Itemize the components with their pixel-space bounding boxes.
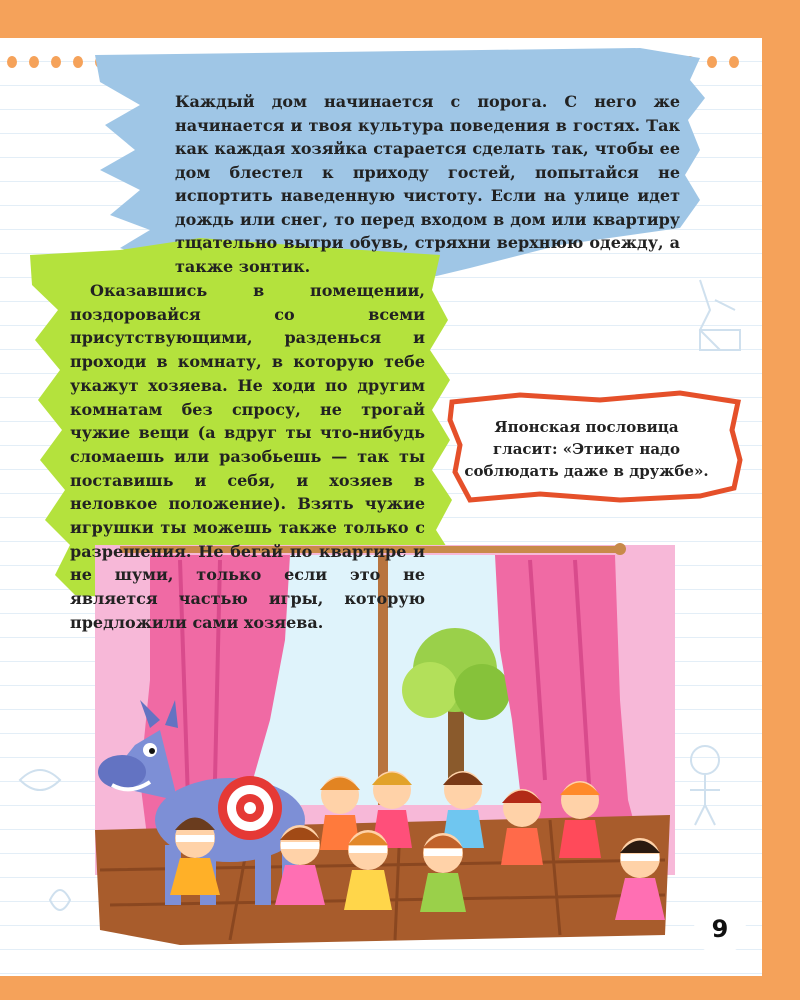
proverb-text: Японская пословица гласит: «Этикет надо соблюдать даже в дружбе».	[464, 418, 709, 480]
intro-paragraph: Каждый дом начинается с порога. С него же начинается и твоя культура поведения в гостях. Так как каждая хозяйка старается сделать так, чтобы ее дом блестел к приходу гостей, попытайся не испортить наведенную чистоту. Если на улице идет дождь или снег, то перед входом в дом или квартиру тщательно вытри обувь, стряхни верхнюю одежду, а также зонтик.	[175, 92, 680, 276]
page-number: 9	[694, 903, 746, 955]
target-icon	[218, 776, 282, 840]
indoors-paragraph: Оказавшись в помещении, поздоровайся со всеми присутствующими, разденься и проходи в комнату, в которую тебе укажут хозяева. Не ходи по другим комнатам без спросу, не трогай чужие вещи (а вдруг ты что-нибудь сломаешь или разобьешь — так ты поставишь и себя, и хозяев в неловкое положение). Взять чужие игрушки ты можешь также только с разрешения. Не бегай по квартире и не шуми, только если это не является частью игры, которую предложили сами хозяева.	[70, 281, 425, 632]
